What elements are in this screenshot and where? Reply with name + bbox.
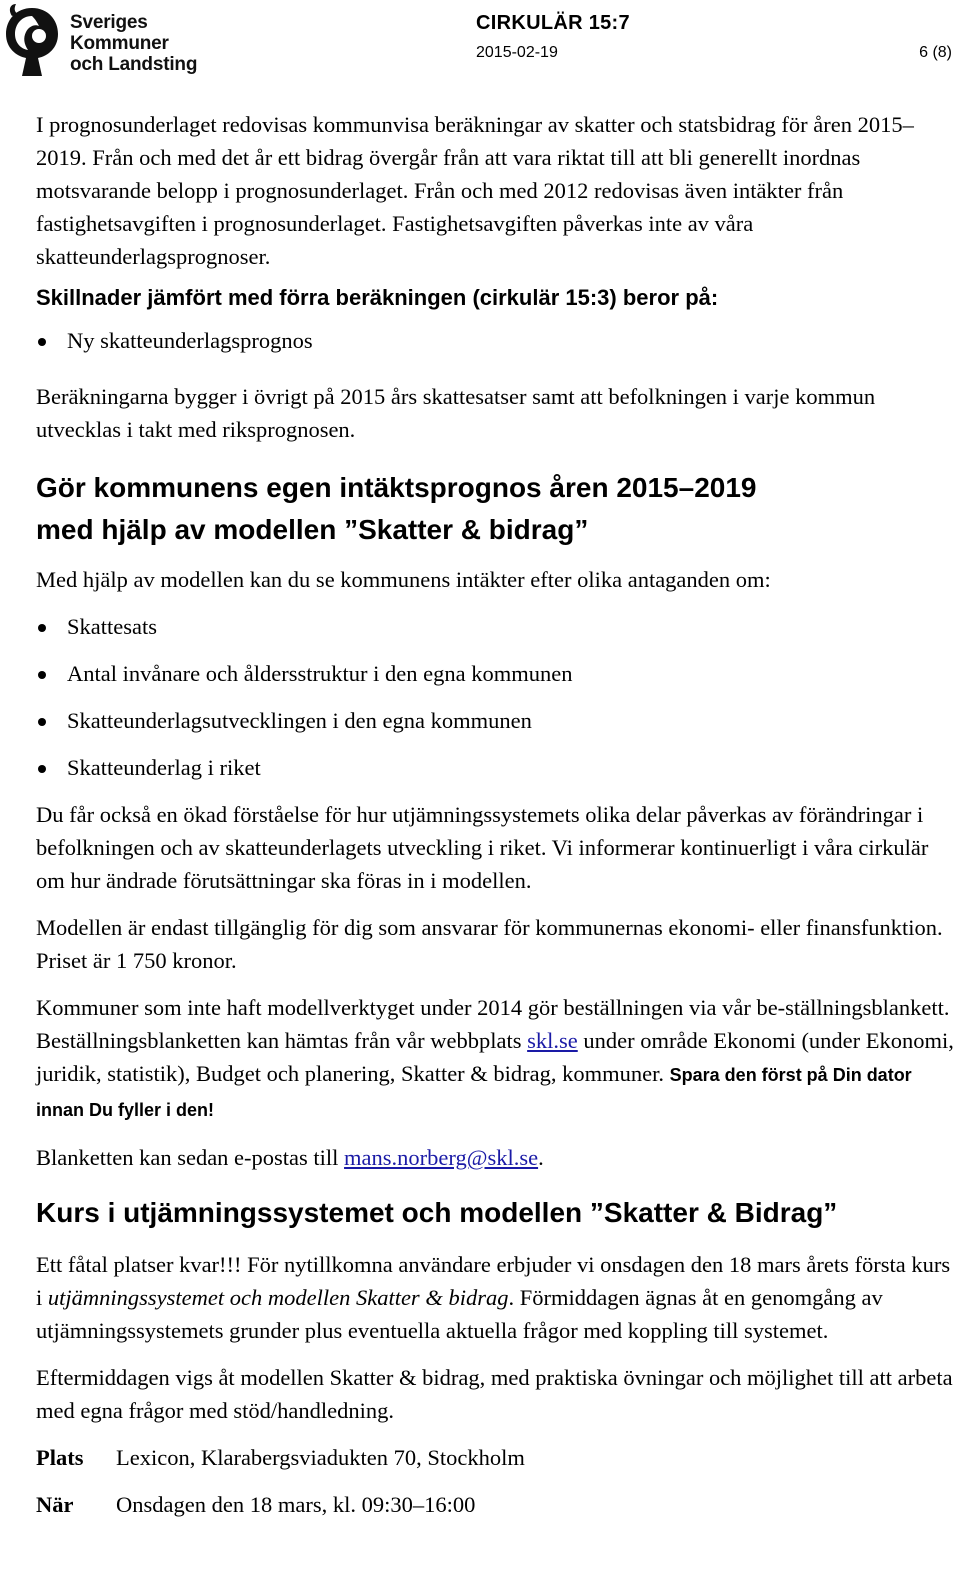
logo-line: och Landsting [70,54,198,75]
detail-row-place [36,1441,956,1474]
email-link[interactable]: mans.norberg@skl.se [344,1145,539,1170]
list-item: Skatteunderlag i riket [36,751,956,784]
section-heading-model [36,467,956,551]
detail-label: När [36,1492,74,1517]
course-paragraph: Ett fåtal platser kvar!!! För nytillkomna användare erbjuder vi onsdagen den 18 mars årets första kurs i utjämningssystemet och modellen Skatter & bidrag. Förmiddagen ägnas åt en genomgång av utjämningssystemets grunder plus eventuella aktuella frågor med koppling till systemet. [36,1252,951,1343]
detail-row-time [36,1488,956,1521]
afternoon-paragraph: Eftermiddagen vigs åt modellen Skatter & bidrag, med praktiska övningar och möjlighet till att arbeta med egna frågor med stöd/handledning. [36,1365,953,1423]
logo-line: Kommuner [70,33,169,54]
course-title-italic: utjämningssystemet och modellen Skatter & bidrag [47,1285,509,1310]
logo-line: Sveriges [70,12,148,33]
course-details [36,1441,956,1521]
detail-value: Lexicon, Klarabergsviadukten 70, Stockholm [116,1445,525,1470]
circular-date: 2015-02-19 [476,44,558,61]
list-item: Antal invånare och åldersstruktur i den egna kommunen [36,657,956,690]
calculation-paragraph: Beräkningarna bygger i övrigt på 2015 års skattesatser samt att befolkningen i varje kommun utvecklas i takt med riksprognosen. [36,384,876,442]
section-heading-course: Kurs i utjämningssystemet och modellen ”Skatter & Bidrag” [36,1197,838,1228]
skl-logo-icon [2,2,62,78]
list-item: Skatteunderlagsutvecklingen i den egna kommunen [36,704,956,737]
detail-value: Onsdagen den 18 mars, kl. 09:30–16:00 [116,1492,476,1517]
heading-line: med hjälp av modellen ”Skatter & bidrag” [36,514,589,545]
ordering-paragraph: Kommuner som inte haft modellverktyget under 2014 gör beställningen via vår be-ställningsblankett. Beställningsblanketten kan hämtas från vår webbplats skl.se under område Ekonomi (under Ekonomi, juridik, statistik), Budget och planering, Skatter & bidrag, kommuner. Spara den först på Din dator innan Du fyller i den! [36,995,954,1120]
list-item: Skattesats [36,610,956,643]
understanding-paragraph: Du får också en ökad förståelse för hur utjämningssystemets olika delar påverkas av förändringar i befolkningen och av skatteunderlagets utveckling i riket. Vi informerar kontinuerligt i våra cirkulär om hur ändrade förutsättningar ska föras in i modellen. [36,802,929,893]
email-paragraph: Blanketten kan sedan e-postas till mans.norberg@skl.se. [36,1145,544,1170]
page-number: 6 (8) [919,44,952,61]
intro-paragraph: I prognosunderlaget redovisas kommunvisa beräkningar av skatter och statsbidrag för åren 2015–2019. Från och med det år ett bidrag övergår från att vara riktat till att bli generellt inordnas motsvarande belopp i prognosunderlaget. Från och med 2012 redovisas även intäkter från fastighetsavgiften i prognosunderlaget. Fastighetsavgiften påverkas inte av våra skatteunderlagsprognoser. [36,112,914,269]
document-body [36,108,956,1521]
list-item: Ny skatteunderlagsprognos [36,324,956,357]
page-header [0,0,960,90]
section-heading-differences: Skillnader jämfört med förra beräkningen (cirkulär 15:3) beror på: [36,285,719,310]
model-lead: Med hjälp av modellen kan du se kommunens intäkter efter olika antaganden om: [36,567,771,592]
save-first-note: Spara den först på Din dator innan Du fyller i den! [36,1065,912,1120]
differences-list [36,324,956,357]
heading-line: Gör kommunens egen intäktsprognos åren 2015–2019 [36,472,757,503]
availability-paragraph: Modellen är endast tillgänglig för dig som ansvarar för kommunernas ekonomi- eller finansfunktion. Priset är 1 750 kronor. [36,915,943,973]
detail-label: Plats [36,1445,84,1470]
assumptions-list [36,610,956,784]
circular-title: CIRKULÄR 15:7 [476,12,630,34]
logo-wordmark [70,12,197,75]
skl-website-link[interactable]: skl.se [527,1028,578,1053]
